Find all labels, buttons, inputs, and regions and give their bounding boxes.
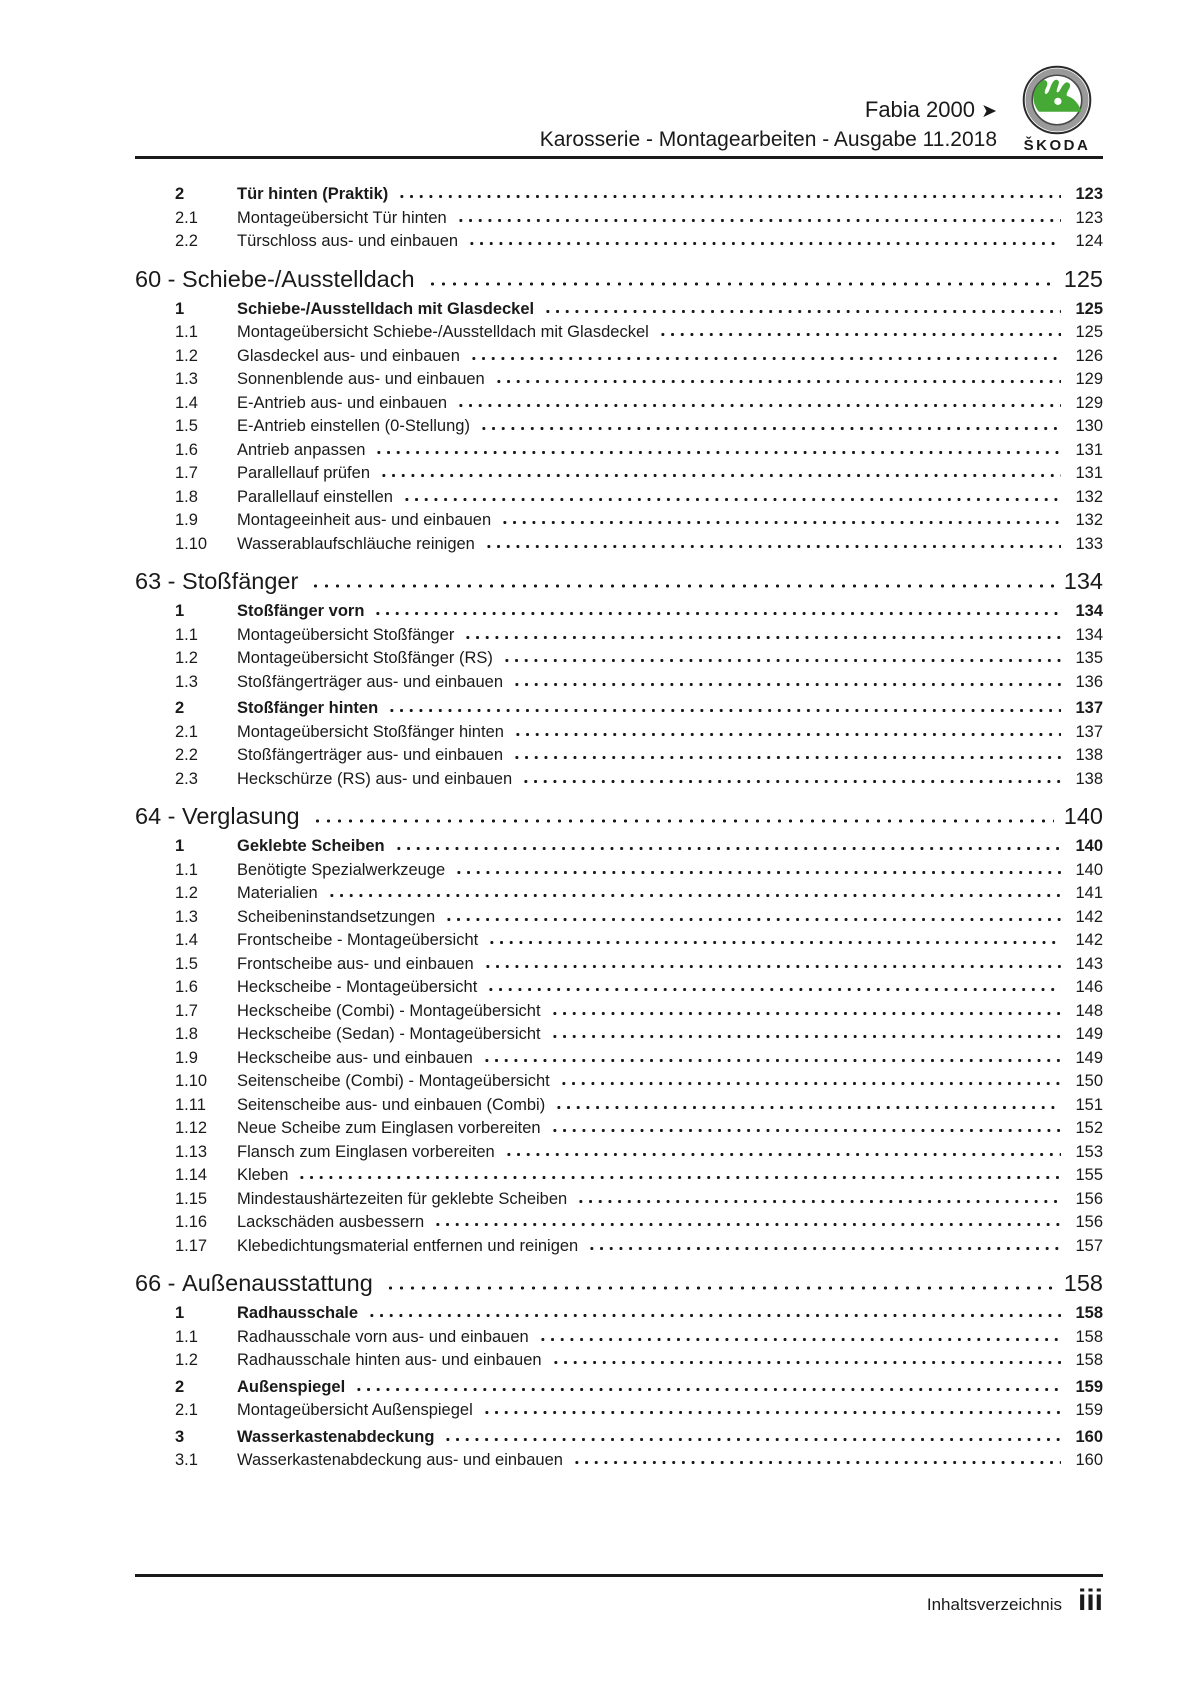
toc-entry-page: 156 [1075,1213,1103,1231]
dot-leader [484,544,1061,549]
toc-entry-title: Sonnenblende aus- und einbauen [237,370,485,388]
toc-entry [135,671,1103,695]
header-model-line [135,96,997,126]
toc-entry-page: 149 [1075,1025,1103,1043]
toc-entry-page: 138 [1075,746,1103,764]
dot-leader [297,1175,1061,1180]
toc-entry-number: 1.5 [175,417,198,435]
toc-entry-title: Neue Scheibe zum Einglasen vorbereiten [237,1119,541,1137]
toc-entry-page: 158 [1075,1327,1103,1346]
toc-entry-page: 140 [1075,860,1103,879]
toc-entry-page: 134 [1075,625,1103,644]
toc-entry-title: Wasserablaufschläuche reinigen [237,534,475,553]
header-titles [135,96,1011,156]
toc-section-title: Stoßfänger [182,568,299,594]
dot-leader [521,779,1061,784]
toc-entry-number: 1.17 [175,1236,208,1255]
dot-leader [379,473,1061,478]
toc-entry-number: 1.1 [175,860,198,879]
dot-leader [469,356,1061,361]
toc-entry-title: Heckscheibe aus- und einbauen [237,1048,473,1067]
toc-entry-number: 1.12 [175,1119,208,1137]
brand-wordmark: ŠKODA [1023,137,1091,154]
toc-entry-title: Flansch zum Einglasen vorbereiten [237,1142,495,1161]
toc-entry-title: Klebedichtungsmaterial entfernen und reinigen [237,1236,579,1255]
toc-entry-number: 1.2 [175,884,198,902]
dot-leader [500,520,1061,525]
toc-entry-number: 2 [175,185,185,203]
dot-leader [502,658,1061,663]
dot-leader [559,1081,1061,1086]
toc-section-heading [135,801,1103,831]
toc-entry-page: 158 [1075,1351,1103,1369]
toc-entry [135,647,1103,671]
dot-leader [486,987,1061,992]
toc-entry-page: 141 [1075,884,1103,902]
toc-entry-number: 1 [175,837,185,855]
toc-entry-number: 1.9 [175,1048,198,1067]
dot-leader [454,870,1061,875]
dot-leader [456,218,1061,223]
toc-entry-number: 1.5 [175,954,198,973]
dot-leader [456,403,1061,408]
toc-entry-number: 1.11 [175,1095,206,1114]
toc-entry-number: 1.9 [175,511,198,529]
toc-section-separator: - [161,265,183,292]
toc-entry-number: 3 [175,1427,185,1446]
toc-entry-title: Seitenscheibe aus- und einbauen (Combi) [237,1095,546,1114]
brand-block [1011,64,1103,156]
toc-entry [135,345,1103,369]
dot-leader [572,1460,1061,1465]
toc-entry-page: 133 [1075,534,1103,553]
toc-entry-page: 148 [1075,1001,1103,1020]
toc-entry-number: 2.3 [175,769,198,788]
toc-section-heading [135,566,1103,596]
toc-entry-page: 153 [1075,1142,1103,1161]
toc-entry-number: 1.4 [175,393,198,412]
toc-entry-title: Montageübersicht Stoßfänger (RS) [237,649,493,667]
toc-entry [135,976,1103,1000]
toc-entry-page: 135 [1075,649,1103,667]
toc-entry-page: 123 [1075,185,1103,203]
toc-entry-page: 158 [1075,1304,1103,1322]
toc-entry-page: 137 [1075,722,1103,741]
toc-entry-page: 150 [1075,1072,1103,1090]
toc-entry-page: 160 [1075,1427,1103,1446]
dot-leader [483,964,1061,969]
toc-entry-title: Parallellauf prüfen [237,464,370,482]
toc-entry-page: 138 [1075,769,1103,788]
toc-entry [135,1376,1103,1400]
toc-entry-number: 1.1 [175,323,198,341]
toc-entry-page: 142 [1075,931,1103,949]
toc-entry [135,744,1103,768]
toc-entry-title: Heckscheibe (Combi) - Montageübersicht [237,1001,541,1020]
toc-entry [135,721,1103,745]
toc-entry [135,1326,1103,1350]
toc-section-heading [135,1268,1103,1298]
toc-entry-title: Geklebte Scheiben [237,837,385,855]
toc-entry-page: 130 [1075,417,1103,435]
dot-leader [658,332,1061,337]
toc-entry [135,368,1103,392]
toc-entry-number: 1.10 [175,1072,208,1090]
toc-entry [135,882,1103,906]
dot-leader [387,708,1061,713]
toc-entry-title: Frontscheibe - Montageübersicht [237,931,479,949]
toc-entry [135,392,1103,416]
toc-entry [135,600,1103,624]
toc-entry-title: Heckschürze (RS) aus- und einbauen [237,769,513,788]
toc-entry-number: 1.8 [175,1025,198,1043]
toc-entry-title: Mindestaushärtezeiten für geklebte Scheiben [237,1189,568,1208]
dot-leader [487,940,1061,945]
toc-entry-page: 125 [1075,299,1103,318]
toc-entry-page: 140 [1075,837,1103,855]
toc-entry-page: 149 [1075,1048,1103,1067]
dot-leader [397,194,1061,199]
toc-entry [135,415,1103,439]
dot-leader [394,846,1061,851]
toc-entry [135,768,1103,792]
toc-section-title: Außenausstattung [182,1270,373,1296]
toc-entry-number: 1 [175,1304,185,1322]
toc-entry [135,1302,1103,1326]
toc-entry-number: 2.1 [175,1401,198,1419]
toc-entry [135,1399,1103,1423]
toc-entry-title: Montageübersicht Außenspiegel [237,1401,473,1419]
dot-leader [554,1105,1061,1110]
footer-page-number: iii [1077,1584,1103,1617]
toc-entry-page: 151 [1075,1095,1103,1114]
dot-leader [427,281,1054,287]
dot-leader [444,917,1061,922]
dot-leader [433,1222,1061,1227]
dot-leader [550,1128,1061,1133]
toc-entry [135,183,1103,207]
toc-section-number: 63 [135,568,162,594]
toc-entry-title: Heckscheibe - Montageübersicht [237,978,478,996]
dot-leader [504,1152,1061,1157]
toc-entry-number: 1.7 [175,1001,198,1020]
toc-section-separator: - [161,803,183,829]
toc-entry [135,1349,1103,1373]
dot-leader [494,379,1061,384]
toc-entry-number: 1.3 [175,907,198,926]
page-footer [135,1574,1103,1616]
toc-entry-title: Parallellauf einstellen [237,487,393,506]
dot-leader [443,1437,1061,1442]
toc-entry [135,298,1103,322]
toc-entry [135,230,1103,254]
toc-entry-number: 1.8 [175,487,198,506]
toc-section-heading [135,264,1103,294]
toc-entry-title: Scheibeninstandsetzungen [237,907,436,926]
toc-entry-title: Montageübersicht Stoßfänger hinten [237,722,504,741]
toc-entry-number: 1.10 [175,534,208,553]
toc-entry-number: 2.2 [175,746,198,764]
toc-entry-page: 146 [1075,978,1103,996]
toc-entry-number: 2.1 [175,208,198,227]
toc-entry-title: Montageübersicht Stoßfänger [237,625,455,644]
toc-entry-title: Radhausschale vorn aus- und einbauen [237,1327,529,1346]
toc-entry [135,953,1103,977]
toc-entry-number: 2.2 [175,232,198,250]
toc-entry [135,533,1103,557]
toc-entry-number: 2 [175,1377,185,1396]
toc-entry [135,1023,1103,1047]
dot-leader [587,1246,1061,1251]
toc-entry-title: Stoßfänger hinten [237,699,379,717]
toc-entry-title: Radhausschale hinten aus- und einbauen [237,1351,542,1369]
header-model: Fabia 2000 [864,97,982,122]
toc-entry-title: Montageeinheit aus- und einbauen [237,511,492,529]
toc-entry-title: Heckscheibe (Sedan) - Montageübersicht [237,1025,541,1043]
toc-entry-number: 1.2 [175,649,198,667]
toc-entry-page: 132 [1075,487,1103,506]
dot-leader [513,732,1061,737]
toc-entry-page: 124 [1075,232,1103,250]
toc-entry-title: Benötigte Spezialwerkzeuge [237,860,446,879]
toc-entry [135,462,1103,486]
toc-entry-title: Radhausschale [237,1304,359,1322]
dot-leader [354,1387,1061,1392]
toc-entry-page: 134 [1075,602,1103,620]
toc-entry-number: 1.1 [175,1327,198,1346]
toc-entry-page: 155 [1075,1166,1103,1184]
dot-leader [367,1313,1061,1318]
toc-entry-number: 2.1 [175,722,198,741]
toc-entry-number: 2 [175,699,185,717]
toc-section-page: 140 [1063,803,1103,829]
page-header [135,0,1103,159]
toc-entry-title: Glasdeckel aus- und einbauen [237,346,460,365]
toc-entry-title: Wasserkastenabdeckung [237,1427,435,1446]
dot-leader [512,755,1061,760]
toc-entry-number: 1.13 [175,1142,208,1161]
dot-leader [402,497,1061,502]
toc-entry-title: Materialien [237,884,318,902]
dot-leader [327,893,1061,898]
toc-section-separator: - [161,568,183,594]
toc-section-title: Schiebe-/Ausstelldach [182,265,415,292]
toc-entry-number: 1.14 [175,1166,208,1184]
toc-entry-number: 1.16 [175,1213,208,1231]
toc-entry [135,1047,1103,1071]
toc-entry-page: 129 [1075,393,1103,412]
toc-entry [135,906,1103,930]
toc-entry [135,1426,1103,1450]
toc-entry-page: 131 [1075,440,1103,459]
toc-entry [135,486,1103,510]
dot-leader [479,426,1061,431]
table-of-contents [135,159,1103,1473]
toc-entry-title: Montageübersicht Tür hinten [237,208,447,227]
toc-entry [135,1235,1103,1259]
header-subtitle: Karosserie - Montagearbeiten - Ausgabe 11.2018 [539,128,997,151]
toc-entry-page: 160 [1075,1451,1103,1469]
dot-leader [482,1410,1061,1415]
toc-entry-title: Tür hinten (Praktik) [237,185,389,203]
toc-entry-page: 126 [1075,346,1103,365]
toc-entry [135,624,1103,648]
toc-entry-title: E-Antrieb einstellen (0-Stellung) [237,417,470,435]
dot-leader [538,1337,1061,1342]
toc-entry-page: 142 [1075,907,1103,926]
toc-entry-page: 129 [1075,370,1103,388]
toc-entry-number: 3.1 [175,1451,198,1469]
toc-entry-page: 123 [1075,208,1103,227]
dot-leader [543,309,1061,314]
dot-leader [551,1360,1061,1365]
toc-section-page: 158 [1063,1270,1103,1296]
toc-entry-title: Frontscheibe aus- und einbauen [237,954,474,973]
toc-entry [135,697,1103,721]
toc-entry-page: 131 [1075,464,1103,482]
toc-section-title: Verglasung [182,803,300,829]
dot-leader [467,241,1061,246]
dot-leader [385,1285,1054,1291]
dot-leader [463,635,1061,640]
toc-entry-title: Außenspiegel [237,1377,346,1396]
toc-entry [135,1211,1103,1235]
toc-entry-title: Stoßfängerträger aus- und einbauen [237,672,504,691]
toc-section-page: 125 [1063,265,1103,292]
toc-entry-page: 157 [1075,1236,1103,1255]
toc-entry-page: 137 [1075,699,1103,717]
toc-entry [135,1164,1103,1188]
toc-entry [135,1117,1103,1141]
dot-leader [373,611,1061,616]
toc-entry-page: 152 [1075,1119,1103,1137]
toc-entry-title: Antrieb anpassen [237,440,366,459]
toc-entry-number: 1 [175,299,185,318]
toc-entry-title: Lackschäden ausbessern [237,1213,425,1231]
toc-entry [135,509,1103,533]
toc-entry-number: 1.6 [175,978,198,996]
toc-entry-page: 159 [1075,1377,1103,1396]
footer-label: Inhaltsverzeichnis [926,1595,1062,1614]
toc-entry-title: Türschloss aus- und einbauen [237,232,459,250]
toc-section-number: 60 [135,265,162,292]
dot-leader [482,1058,1061,1063]
toc-entry-title: Kleben [237,1166,289,1184]
toc-entry-number: 1.2 [175,1351,198,1369]
toc-entry-title: Stoßfängerträger aus- und einbauen [237,746,504,764]
toc-entry-title: Wasserkastenabdeckung aus- und einbauen [237,1451,563,1469]
toc-entry-number: 1.3 [175,672,198,691]
toc-entry [135,439,1103,463]
toc-entry-page: 159 [1075,1401,1103,1419]
toc-entry-number: 1.15 [175,1189,208,1208]
toc-entry [135,835,1103,859]
toc-entry-title: E-Antrieb aus- und einbauen [237,393,448,412]
toc-section-separator: - [161,1270,183,1296]
toc-entry-page: 136 [1075,672,1103,691]
toc-section-page: 134 [1063,568,1103,594]
toc-entry-number: 1.3 [175,370,198,388]
toc-entry-title: Schiebe-/Ausstelldach mit Glasdeckel [237,299,535,318]
toc-entry-number: 1.1 [175,625,198,644]
dot-leader [312,818,1054,824]
skoda-logo-icon [1021,64,1093,136]
toc-entry [135,1094,1103,1118]
toc-entry-page: 132 [1075,511,1103,529]
toc-entry-page: 156 [1075,1189,1103,1208]
toc-section-number: 64 [135,803,162,829]
toc-entry [135,1188,1103,1212]
toc-entry [135,321,1103,345]
toc-section-number: 66 [135,1270,162,1296]
toc-entry-page: 143 [1075,954,1103,973]
dot-leader [550,1011,1061,1016]
toc-entry [135,1070,1103,1094]
toc-entry [135,859,1103,883]
toc-entry [135,207,1103,231]
toc-entry [135,929,1103,953]
toc-entry-page: 125 [1075,323,1103,341]
toc-entry-number: 1.6 [175,440,198,459]
dot-leader [310,583,1054,589]
dot-leader [576,1199,1061,1204]
toc-entry [135,1000,1103,1024]
dot-leader [512,682,1061,687]
toc-entry-number: 1 [175,602,185,620]
toc-entry-title: Stoßfänger vorn [237,602,365,620]
toc-entry-number: 1.4 [175,931,198,949]
toc-entry-title: Montageübersicht Schiebe-/Ausstelldach mit Glasdeckel [237,323,649,341]
toc-entry-number: 1.7 [175,464,198,482]
toc-entry [135,1449,1103,1473]
arrowhead-icon: ➤ [981,101,997,122]
dot-leader [550,1034,1061,1039]
toc-entry-number: 1.2 [175,346,198,365]
dot-leader [374,450,1061,455]
toc-entry-title: Seitenscheibe (Combi) - Montageübersicht [237,1072,550,1090]
toc-entry [135,1141,1103,1165]
